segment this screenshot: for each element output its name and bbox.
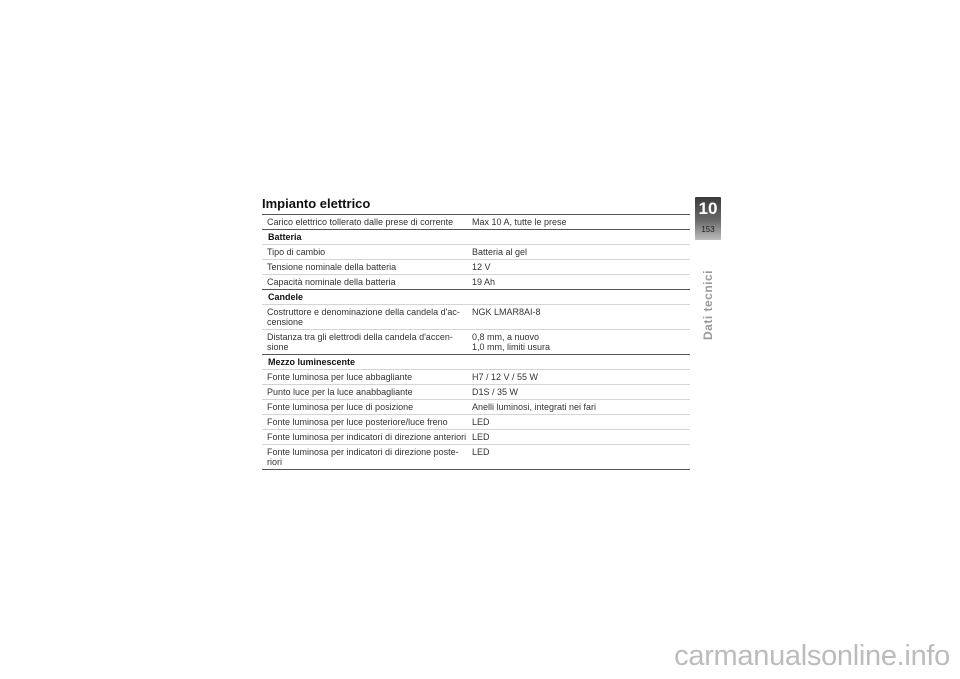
spec-value-line: Max 10 A, tutte le prese bbox=[472, 217, 567, 227]
spec-value bbox=[472, 385, 690, 399]
spec-row bbox=[262, 259, 690, 274]
spec-value bbox=[472, 400, 690, 414]
page-title: Impianto elettrico bbox=[262, 196, 371, 211]
spec-label: Capacità nominale della batteria bbox=[267, 277, 396, 287]
spec-value-line: H7 / 12 V / 55 W bbox=[472, 372, 539, 382]
spec-value-line: NGK LMAR8AI-8 bbox=[472, 307, 541, 317]
spec-row bbox=[262, 215, 690, 229]
spec-value-line: 19 Ah bbox=[472, 277, 496, 287]
spec-row bbox=[262, 369, 690, 384]
spec-value bbox=[472, 370, 690, 384]
spec-table bbox=[262, 214, 690, 470]
spec-value bbox=[472, 245, 690, 259]
page-number: 153 bbox=[701, 225, 715, 234]
spec-value bbox=[472, 260, 690, 274]
chapter-number: 10 bbox=[698, 199, 718, 218]
chapter-tab bbox=[695, 197, 721, 240]
spec-value bbox=[472, 430, 690, 444]
spec-value-line: 12 V bbox=[472, 262, 491, 272]
spec-value-line: LED bbox=[472, 417, 490, 427]
watermark: carmanualsonline.info bbox=[674, 640, 950, 672]
spec-label: Distanza tra gli elettrodi della candela d'accen- sione bbox=[267, 332, 453, 352]
spec-value bbox=[472, 215, 690, 229]
spec-label: Fonte luminosa per luce abbagliante bbox=[267, 372, 413, 382]
spec-label: Fonte luminosa per indicatori di direzione poste- riori bbox=[267, 447, 459, 467]
spec-row bbox=[262, 429, 690, 444]
spec-label: Fonte luminosa per luce posteriore/luce freno bbox=[267, 417, 448, 427]
section-heading: Mezzo luminescente bbox=[262, 354, 690, 369]
spec-row bbox=[262, 384, 690, 399]
spec-value-line: 1,0 mm, limiti usura bbox=[472, 342, 551, 352]
spec-row bbox=[262, 414, 690, 429]
spec-value-line: LED bbox=[472, 432, 490, 442]
spec-row bbox=[262, 304, 690, 329]
spec-label: Tipo di cambio bbox=[267, 247, 326, 257]
spec-row bbox=[262, 399, 690, 414]
spec-label: Tensione nominale della batteria bbox=[267, 262, 397, 272]
spec-value-line: D1S / 35 W bbox=[472, 387, 519, 397]
spec-value-line: LED bbox=[472, 447, 490, 457]
spec-value bbox=[472, 275, 690, 289]
spec-label: Costruttore e denominazione della candela d'ac- censione bbox=[267, 307, 460, 327]
spec-row bbox=[262, 244, 690, 259]
spec-value bbox=[472, 415, 690, 429]
spec-label: Fonte luminosa per luce di posizione bbox=[267, 402, 414, 412]
spec-row bbox=[262, 274, 690, 289]
spec-label: Punto luce per la luce anabbagliante bbox=[267, 387, 413, 397]
spec-value-line: Anelli luminosi, integrati nei fari bbox=[472, 402, 597, 412]
chapter-title: Dati tecnici bbox=[701, 269, 715, 341]
spec-row bbox=[262, 329, 690, 354]
spec-row bbox=[262, 444, 690, 469]
spec-value-line: 0,8 mm, a nuovo bbox=[472, 332, 540, 342]
spec-label: Carico elettrico tollerato dalle prese di corrente bbox=[267, 217, 454, 227]
section-heading: Batteria bbox=[262, 229, 690, 244]
spec-value-line: Batteria al gel bbox=[472, 247, 528, 257]
spec-label: Fonte luminosa per indicatori di direzione anteriori bbox=[267, 432, 467, 442]
spec-value bbox=[472, 445, 690, 469]
spec-value bbox=[472, 330, 690, 354]
spec-value bbox=[472, 305, 690, 329]
section-heading: Candele bbox=[262, 289, 690, 304]
